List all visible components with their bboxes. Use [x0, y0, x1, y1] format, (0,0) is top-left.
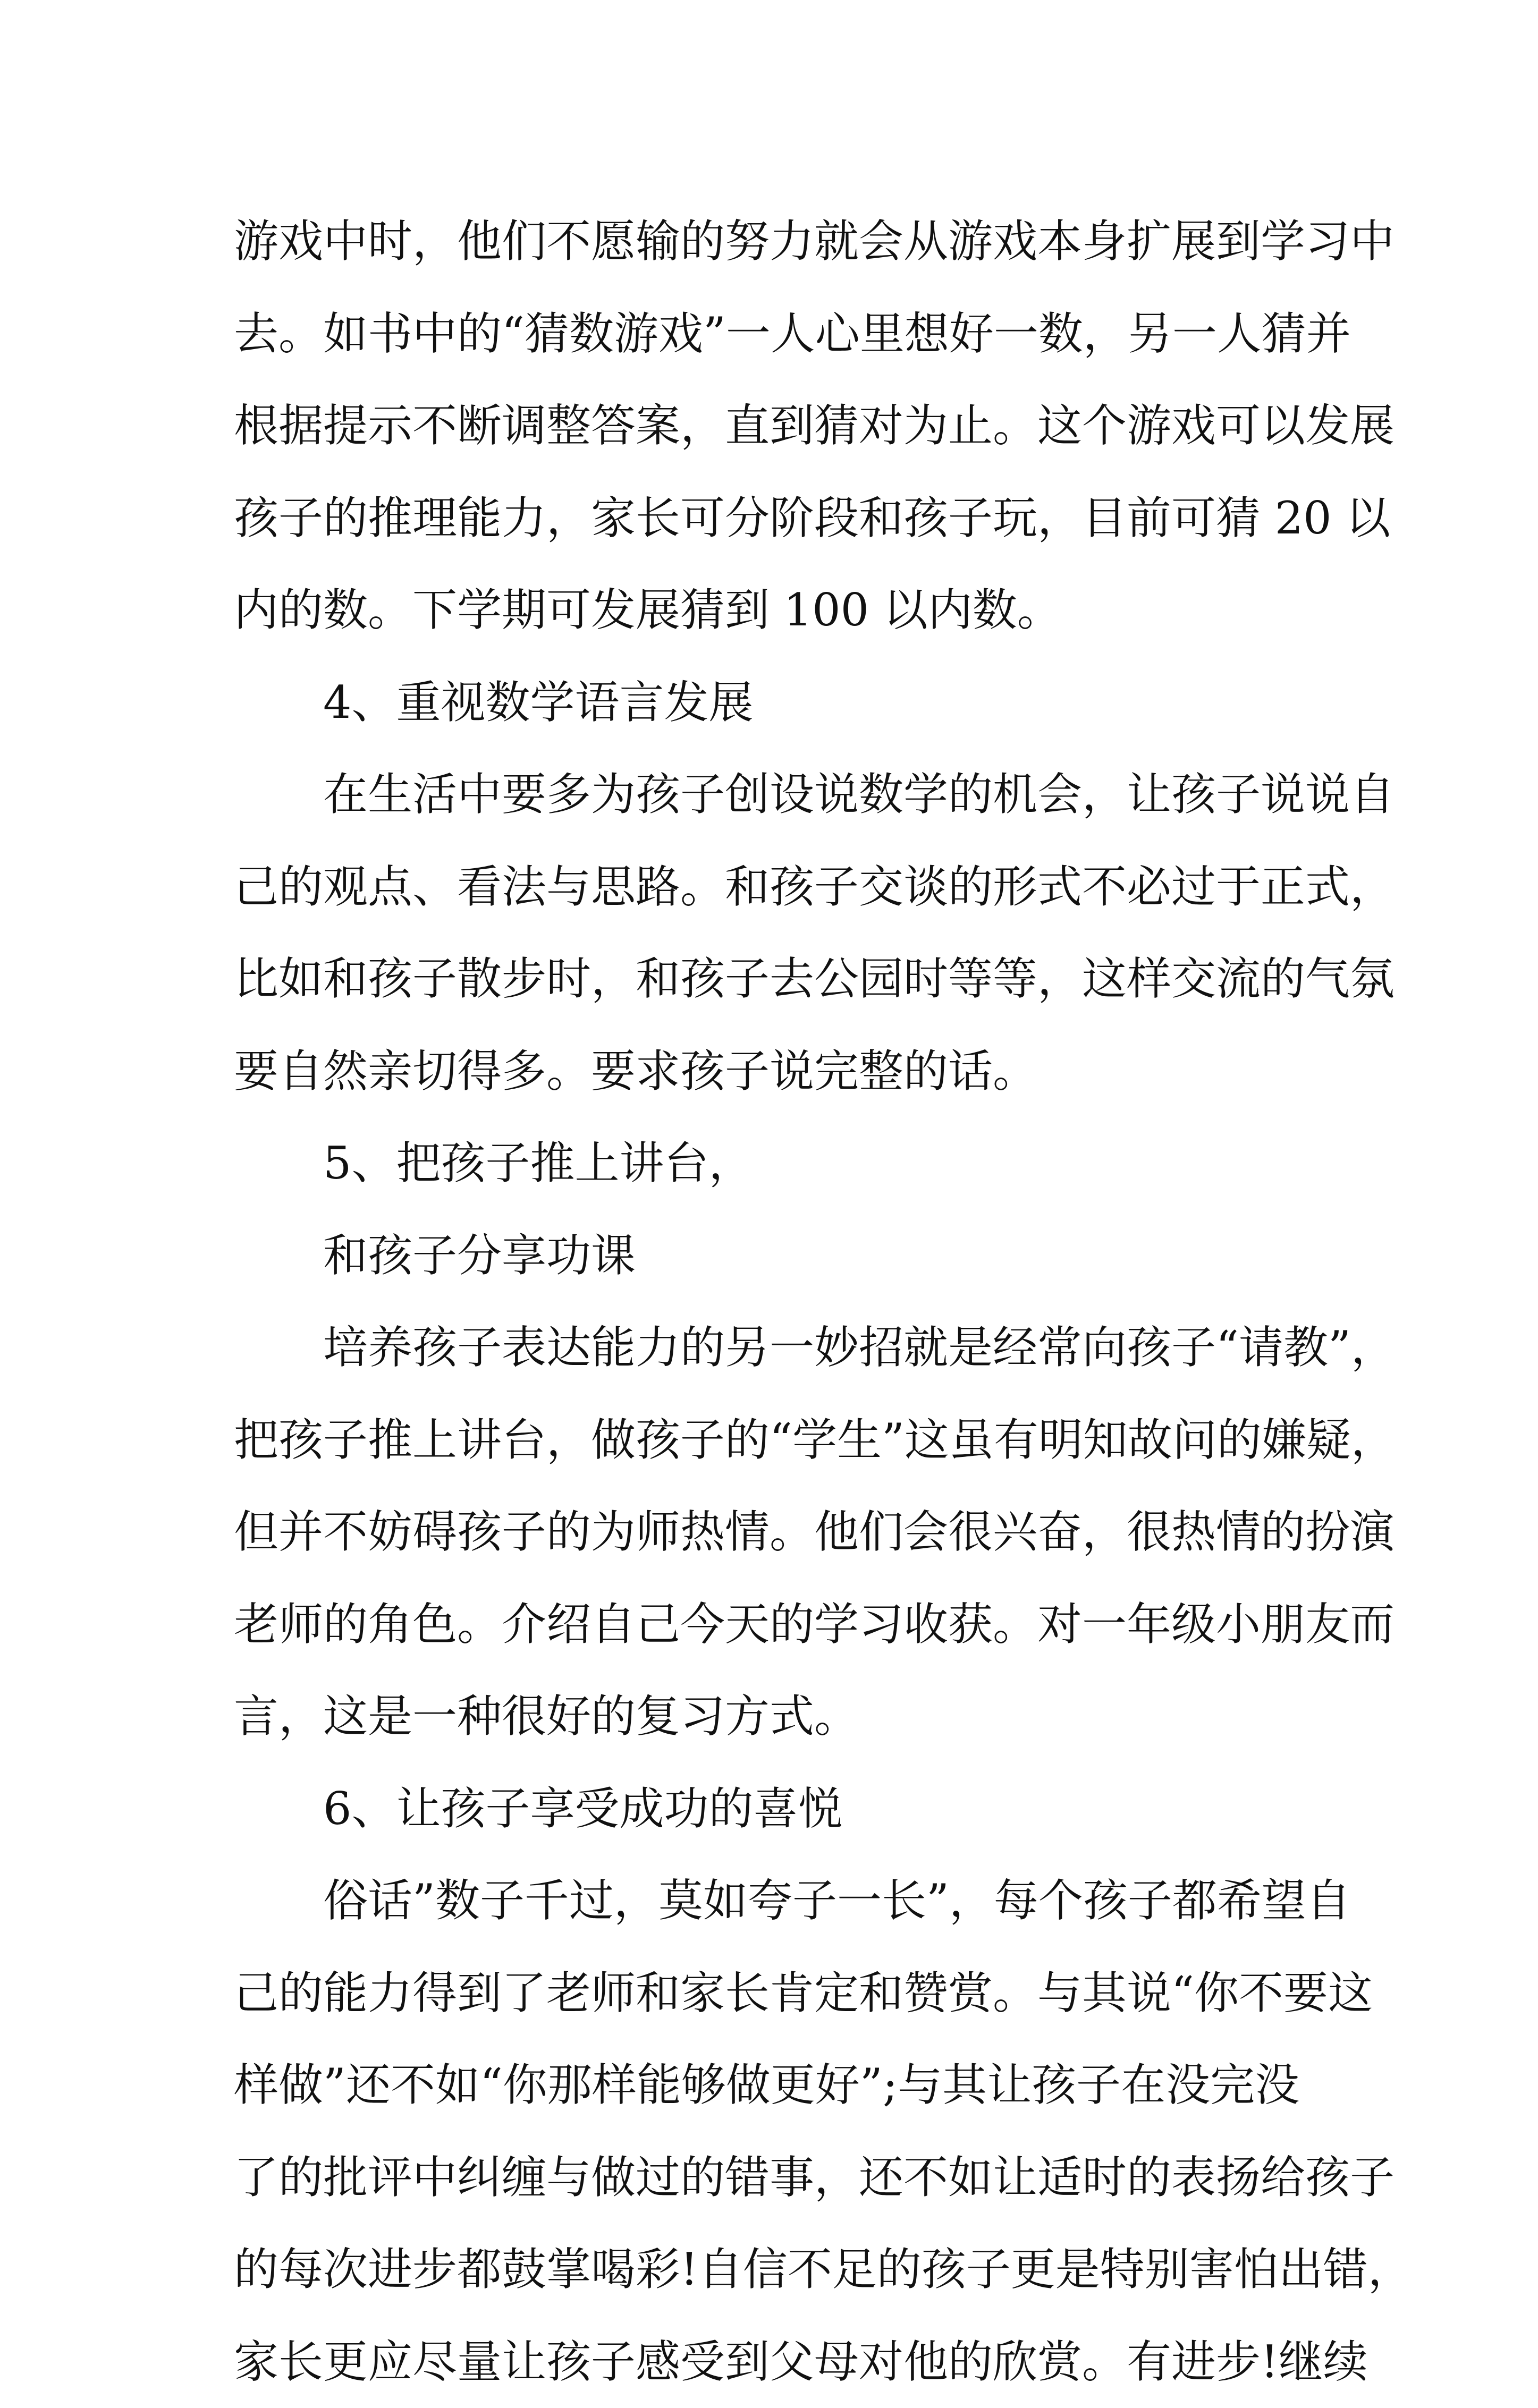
text-line: 但并不妨碍孩子的为师热情。他们会很兴奋，很热情的扮演 — [234, 1486, 1318, 1579]
section-heading-4: 4、重视数学语言发展 — [234, 657, 1318, 749]
text-line: 去。如书中的“猜数游戏”一人心里想好一数，另一人猜并 — [234, 288, 1318, 380]
text-line: 样做”还不如“你那样能够做更好”;与其让孩子在没完没 — [234, 2039, 1318, 2132]
paragraph-start: 培养孩子表达能力的另一妙招就是经常向孩子“请教”， — [234, 1302, 1318, 1394]
section-heading-6: 6、让孩子享受成功的喜悦 — [234, 1763, 1318, 1855]
text-line: 要自然亲切得多。要求孩子说完整的话。 — [234, 1025, 1318, 1118]
text-line: 比如和孩子散步时，和孩子去公园时等等，这样交流的气氛 — [234, 933, 1318, 1025]
text-line: 家长更应尽量让孩子感受到父母对他的欣赏。有进步!继续 — [234, 2316, 1318, 2408]
text-line: 的每次进步都鼓掌喝彩!自信不足的孩子更是特别害怕出错， — [234, 2224, 1318, 2316]
text-line: 了的批评中纠缠与做过的错事，还不如让适时的表扬给孩子 — [234, 2132, 1318, 2224]
text-line: 老师的角色。介绍自己今天的学习收获。对一年级小朋友而 — [234, 1579, 1318, 1671]
paragraph-start: 俗话”数子千过，莫如夸子一长”，每个孩子都希望自 — [234, 1855, 1318, 1947]
text-line: 孩子的推理能力，家长可分阶段和孩子玩，目前可猜 20 以 — [234, 472, 1318, 565]
text-line: 游戏中时，他们不愿输的努力就会从游戏本身扩展到学习中 — [234, 196, 1318, 288]
text-line: 己的能力得到了老师和家长肯定和赞赏。与其说“你不要这 — [234, 1947, 1318, 2040]
text-line: 己的观点、看法与思路。和孩子交谈的形式不必过于正式， — [234, 841, 1318, 934]
section-heading-5-continued: 和孩子分享功课 — [234, 1210, 1318, 1302]
text-line: 根据提示不断调整答案，直到猜对为止。这个游戏可以发展 — [234, 380, 1318, 472]
section-heading-5: 5、把孩子推上讲台， — [234, 1117, 1318, 1210]
text-line: 内的数。下学期可发展猜到 100 以内数。 — [234, 564, 1318, 657]
paragraph-start: 在生活中要多为孩子创设说数学的机会，让孩子说说自 — [234, 749, 1318, 841]
document-body — [234, 196, 1318, 2408]
text-line: 言，这是一种很好的复习方式。 — [234, 1671, 1318, 1763]
text-line: 把孩子推上讲台，做孩子的“学生”这虽有明知故问的嫌疑， — [234, 1394, 1318, 1487]
